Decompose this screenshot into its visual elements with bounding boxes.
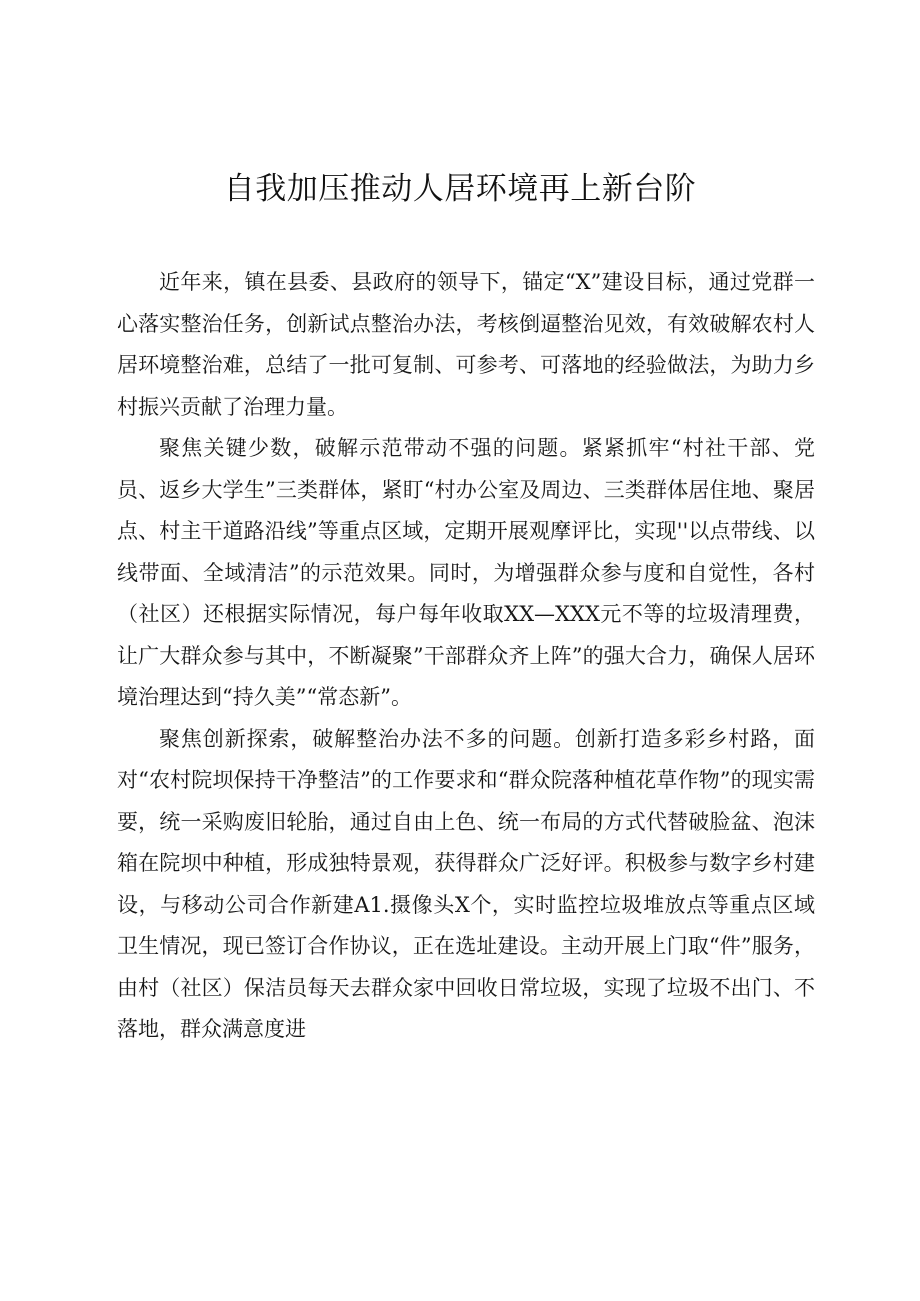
paragraph-key-minority: 聚焦关键少数，破解示范带动不强的问题。紧紧抓牢“村社干部、党员、返乡大学生”三类群体，紧盯“村办公室及周边、三类群体居住地、聚居点、村主干道路沿线”等重点区域，定期开展观摩评比，实现''以点带线、以线带面、全域清洁”的示范效果。同时，为增强群众参与度和自觉性，各村（社区）还根据实际情况，每户每年收取XX—XXX元不等的垃圾清理费，让广大群众参与其中，不断凝聚”干部群众齐上阵”的强大合力，确保人居环境治理达到“持久美”“常态新”。 [117, 436, 815, 709]
paragraph-innovation: 聚焦创新探索，破解整治办法不多的问题。创新打造多彩乡村路，面对“农村院坝保持干净整洁”的工作要求和“群众院落种植花草作物”的现实需要，统一采购废旧轮胎，通过自由上色、统一布局的方式代替破脸盆、泡沫箱在院坝中种植，形成独特景观，获得群众广泛好评。积极参与数字乡村建设，与移动公司合作新建A1.摄像头X个，实时监控垃圾堆放点等重点区域卫生情况，现已签订合作协议，正在选址建设。主动开展上门取“件”服务，由村（社区）保洁员每天去群众家中回收日常垃圾，实现了垃圾不出门、不落地，群众满意度进 [117, 726, 815, 1041]
paragraph-intro: 近年来，镇在县委、县政府的领导下，锚定“X”建设目标，通过党群一心落实整治任务，创新试点整治办法，考核倒逼整治见效，有效破解农村人居环境整治难，总结了一批可复制、可参考、可落地的经验做法，为助力乡村振兴贡献了治理力量。 [117, 270, 815, 419]
document-title: 自我加压推动人居环境再上新台阶 [223, 171, 697, 207]
document-body [117, 262, 815, 1051]
